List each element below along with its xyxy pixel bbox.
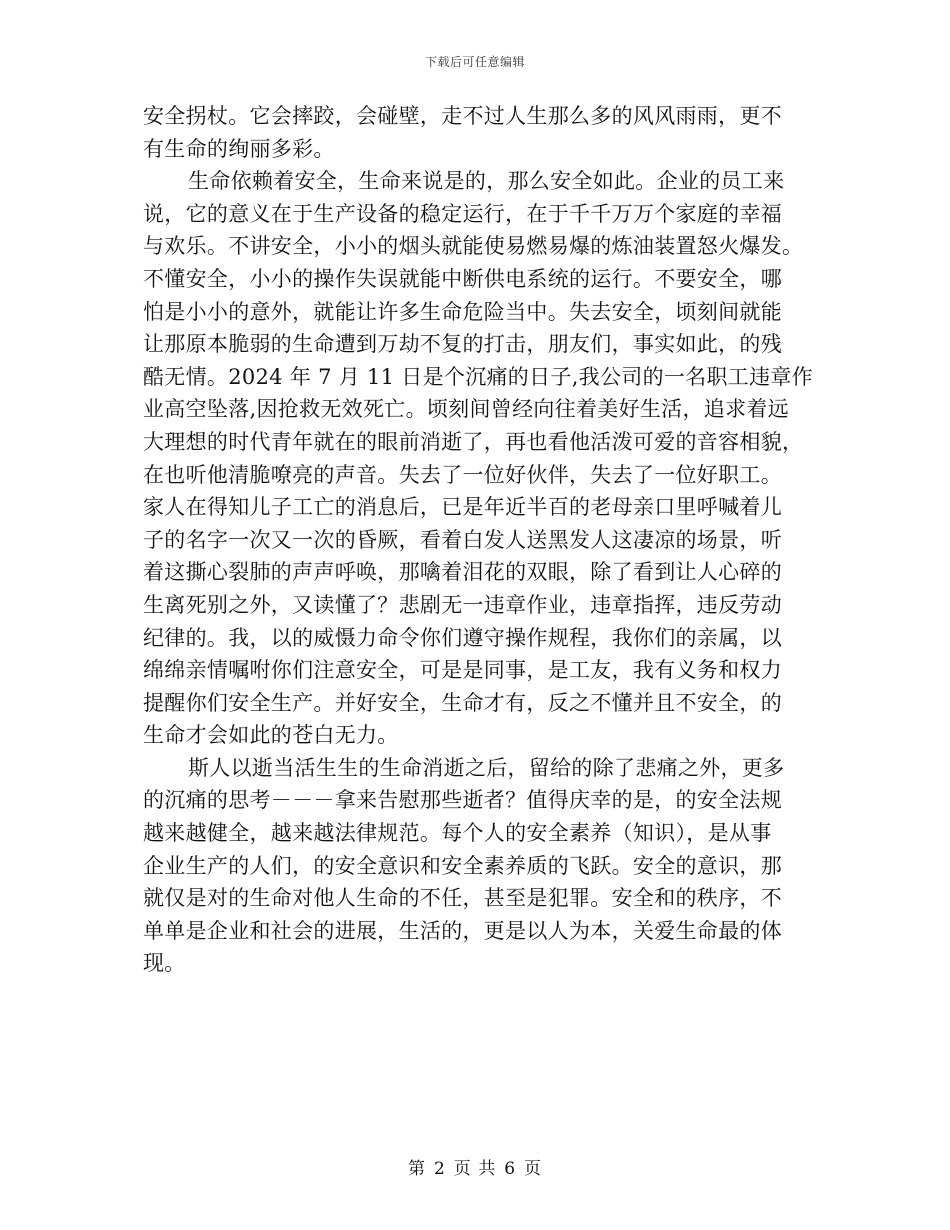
body-line: 着这撕心裂肺的声声呼唤，那噙着泪花的双眼，除了看到让人心碎的 xyxy=(143,560,782,585)
body-line: 生离死别之外，又读懂了？悲剧无一违章作业，违章指挥，违反劳动 xyxy=(143,592,782,617)
body-line: 家人在得知儿子工亡的消息后，已是年近半百的老母亲口里呼喊着儿 xyxy=(143,495,782,520)
body-line: 子的名字一次又一次的昏厥，看着白发人送黑发人这凄凉的场景，听 xyxy=(143,527,782,552)
body-line: 就仅是对的生命对他人生命的不任，甚至是犯罪。安全和的秩序，不 xyxy=(143,886,782,911)
body-line: 大理想的时代青年就在的眼前消逝了，再也看他活泼可爱的音容相貌， xyxy=(143,429,804,454)
paragraph-first-line: 斯人以逝当活生生的生命消逝之后，留给的除了悲痛之外，更多 xyxy=(188,755,785,780)
body-line: 不懂安全，小小的操作失误就能中断供电系统的运行。不要安全，哪 xyxy=(143,266,782,291)
body-line: 让那原本脆弱的生命遭到万劫不复的打击，朋友们，事实如此，的残 xyxy=(143,332,782,357)
body-line: 的沉痛的思考－－－拿来告慰那些逝者？值得庆幸的是，的安全法规 xyxy=(143,788,782,813)
body-line: 安全拐杖。它会摔跤，会碰壁，走不过人生那么多的风风雨雨，更不 xyxy=(143,104,782,128)
body-line: 单单是企业和社会的进展，生活的，更是以人为本，关爱生命最的体 xyxy=(143,918,782,943)
page-header: 下载后可任意编辑 xyxy=(424,55,525,69)
body-line: 与欢乐。不讲安全，小小的烟头就能使易燃易爆的炼油装置怒火爆发。 xyxy=(143,234,804,259)
page-footer xyxy=(0,1154,950,1179)
body-line: 现。 xyxy=(143,951,186,976)
total-pages-number: 6 xyxy=(504,1159,517,1179)
of-label: 页 共 xyxy=(453,1159,497,1179)
page-end-label: 页 xyxy=(524,1159,543,1179)
body-line: 酷无情。2024 年 7 月 11 日是个沉痛的日子,我公司的一名职工违章作 xyxy=(143,364,813,389)
body-line: 提醒你们安全生产。并好安全，生命才有，反之不懂并且不安全，的 xyxy=(143,690,782,715)
body-line: 生命才会如此的苍白无力。 xyxy=(143,723,399,748)
page-label: 第 xyxy=(407,1159,426,1179)
body-line: 业高空坠落,因抢救无效死亡。顷刻间曾经向往着美好生活，追求着远 xyxy=(143,397,789,422)
body-line: 怕是小小的意外，就能让许多生命危险当中。失去安全，顷刻间就能 xyxy=(143,299,782,324)
body-line: 绵绵亲情嘱咐你们注意安全，可是是同事，是工友，我有义务和权力 xyxy=(143,658,782,683)
body-line: 纪律的。我，以的威慑力命令你们遵守操作规程，我你们的亲属，以 xyxy=(143,625,782,650)
body-line: 有生命的绚丽多彩。 xyxy=(143,136,335,161)
document-body xyxy=(143,100,813,980)
body-line: 说，它的意义在于生产设备的稳定运行，在于千千万万个家庭的幸福 xyxy=(143,201,782,226)
current-page-number: 2 xyxy=(433,1159,446,1179)
body-line: 企业生产的人们，的安全意识和安全素养质的飞跃。安全的意识，那 xyxy=(143,853,782,878)
body-line: 越来越健全，越来越法律规范。每个人的安全素养（知识），是从事 xyxy=(143,821,772,846)
paragraph-first-line: 生命依赖着安全，生命来说是的，那么安全如此。企业的员工来 xyxy=(188,169,785,194)
body-line: 在也听他清脆嘹亮的声音。失去了一位好伙伴，失去了一位好职工。 xyxy=(143,462,782,487)
